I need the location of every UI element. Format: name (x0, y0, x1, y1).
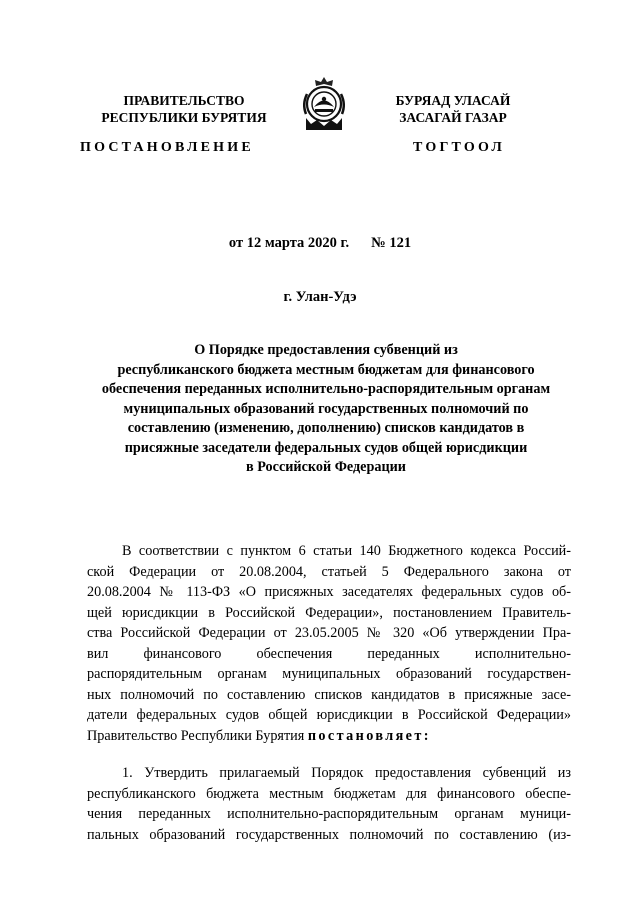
paragraph-line: ных полномочий по составлению списков кандидатов в присяжные засе- (87, 686, 571, 703)
paragraph-line (87, 726, 571, 747)
paragraph-line: 1. Утвердить прилагаемый Порядок предоставления субвенций из (122, 765, 571, 781)
doc-type-buryat: ТОГТООЛ (413, 140, 506, 155)
paragraph-line: 20.08.2004 № 113-ФЗ «О присяжных заседателях федеральных судов об- (87, 584, 571, 600)
clause-1-paragraph (87, 763, 571, 845)
date-text: от 12 марта 2020 г. (228, 235, 350, 251)
paragraph-line: распорядительным органам муниципальных образований государствен- (87, 666, 571, 682)
document-title (70, 341, 582, 478)
city: г. Улан-Удэ (283, 289, 357, 305)
paragraph-line: В соответствии с пунктом 6 статьи 140 Бюджетного кодекса Россий- (122, 543, 571, 559)
document-body (87, 541, 571, 845)
resolution-verb: постановляет: (307, 727, 431, 744)
issuer-russian (98, 92, 270, 126)
issuer-buryat-line1: БУРЯАД УЛАСАЙ (395, 93, 511, 108)
resolution-subject: Правительство Республики Бурятия (87, 727, 308, 744)
issuer-buryat (378, 92, 528, 126)
paragraph-line: вил финансового обеспечения переданных исполнительно- (87, 645, 571, 662)
paragraph-line: ской Федерации от 20.08.2004, статьей 5 Федерального закона от (87, 563, 571, 580)
title-line: обеспечения переданных исполнительно-распорядительным органам (101, 381, 551, 397)
title-line: в Российской Федерации (246, 459, 406, 475)
title-line: муниципальных образований государственных полномочий по (123, 400, 529, 417)
title-line: присяжные заседатели федеральных судов общей юрисдикции (124, 439, 528, 456)
paragraph-line: чения переданных исполнительно-распорядительным органам муници- (87, 806, 571, 822)
paragraph-line: пальных образований государственных полномочий по составлению (из- (87, 826, 571, 843)
document-date (0, 235, 640, 252)
coat-of-arms-icon (297, 74, 351, 136)
document-number: № 121 (371, 235, 412, 251)
paragraph-line: датели федеральных судов общей юрисдикции в Российской Федерации» (87, 707, 571, 723)
title-line: О Порядке предоставления субвенций из (194, 342, 458, 358)
title-line: составлению (изменению, дополнению) списков кандидатов в (127, 420, 525, 436)
doc-type-russian: ПОСТАНОВЛЕНИЕ (80, 140, 254, 155)
issuer-russian-line1: ПРАВИТЕЛЬСТВО (123, 93, 245, 108)
title-line: республиканского бюджета местным бюджетам для финансового (117, 361, 535, 378)
issuer-russian-line2: РЕСПУБЛИКИ БУРЯТИЯ (101, 110, 267, 125)
paragraph-line: щей юрисдикции в Российской Федерации», постановлением Правитель- (87, 604, 571, 621)
paragraph-line: республиканского бюджета местным бюджетам для финансового обеспе- (87, 785, 571, 802)
preamble-paragraph (87, 541, 571, 746)
paragraph-line: ства Российской Федерации от 23.05.2005 № 320 «Об утверждении Пра- (87, 625, 571, 641)
issuer-buryat-line2: ЗАСАГАЙ ГАЗАР (399, 110, 507, 125)
